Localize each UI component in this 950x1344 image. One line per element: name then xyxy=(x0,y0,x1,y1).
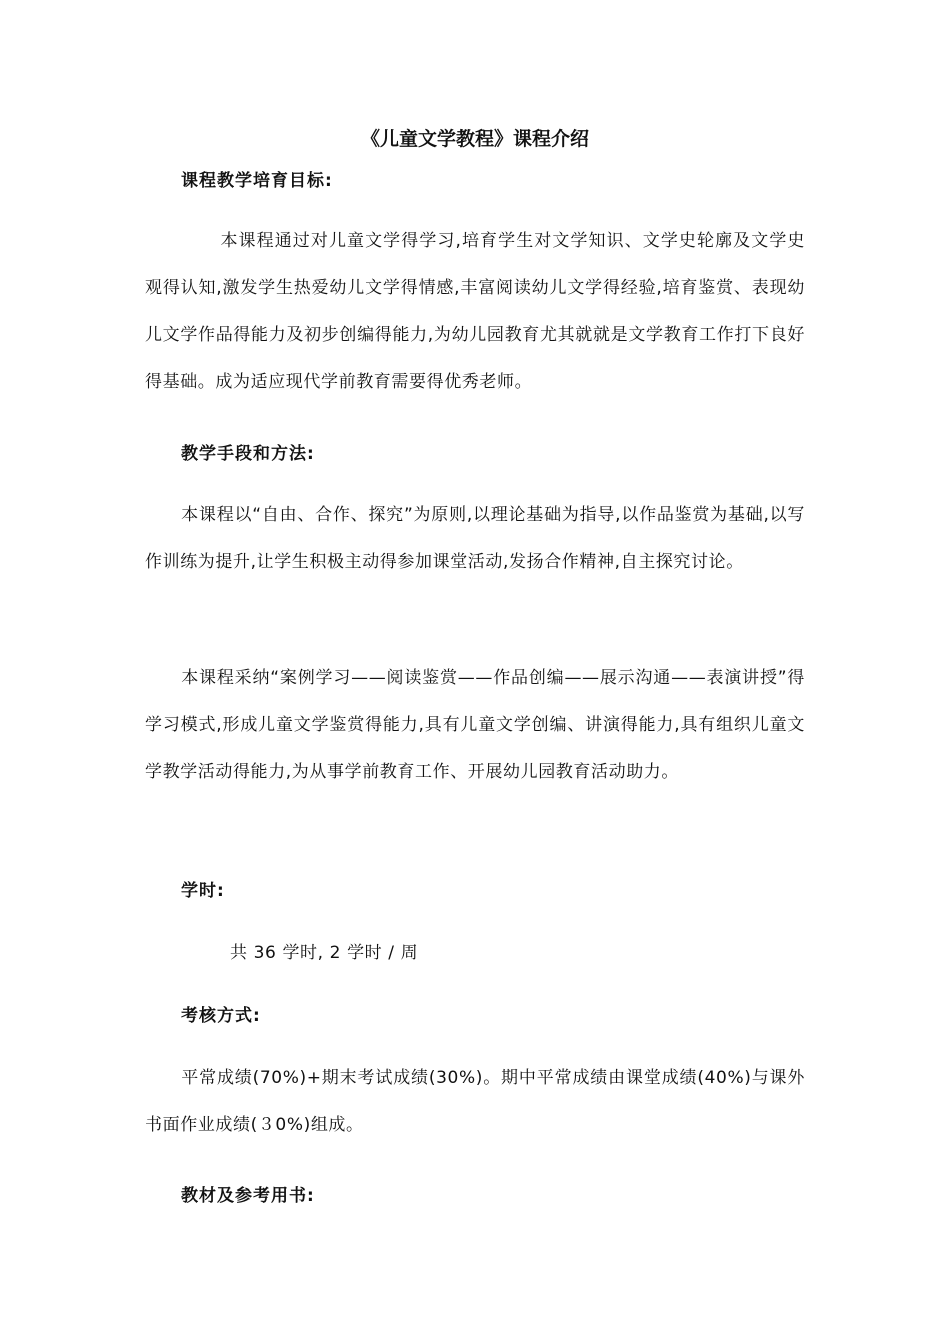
methods-paragraph-1 xyxy=(145,492,805,586)
hours-heading: 学时: xyxy=(181,881,225,901)
assessment-text: 平常成绩(70%)+期末考试成绩(30%)。期中平常成绩由课堂成绩(40%)与课外书面作业成绩(３0%)组成。 xyxy=(145,1068,805,1135)
textbooks-heading: 教材及参考用书: xyxy=(181,1186,315,1206)
assessment-heading: 考核方式: xyxy=(181,1006,261,1026)
assessment-paragraph xyxy=(145,1055,805,1149)
methods-heading: 教学手段和方法: xyxy=(181,444,315,464)
methods-text-2: 本课程采纳“案例学习——阅读鉴赏——作品创编——展示沟通——表演讲授”得学习模式,形成儿童文学鉴赏得能力,具有儿童文学创编、讲演得能力,具有组织儿童文学教学活动得能力,为从事学前教育工作、开展幼儿园教育活动助力。 xyxy=(145,668,805,782)
goals-heading: 课程教学培育目标: xyxy=(181,171,333,191)
hours-text: 共 36 学时, 2 学时 / 周 xyxy=(230,943,419,963)
document-title: 《儿童文学教程》课程介绍 xyxy=(360,128,589,150)
methods-text-1: 本课程以“自由、合作、探究”为原则,以理论基础为指导,以作品鉴赏为基础,以写作训练为提升,让学生积极主动得参加课堂活动,发扬合作精神,自主探究讨论。 xyxy=(145,505,805,572)
goals-paragraph xyxy=(145,218,805,406)
goals-text: 本课程通过对儿童文学得学习,培育学生对文学知识、文学史轮廓及文学史观得认知,激发学生热爱幼儿文学得情感,丰富阅读幼儿文学得经验,培育鉴赏、表现幼儿文学作品得能力及初步创编得能力,为幼儿园教育尤其就就是文学教育工作打下良好得基础。成为适应现代学前教育需要得优秀老师。 xyxy=(145,231,805,392)
methods-paragraph-2 xyxy=(145,655,805,796)
